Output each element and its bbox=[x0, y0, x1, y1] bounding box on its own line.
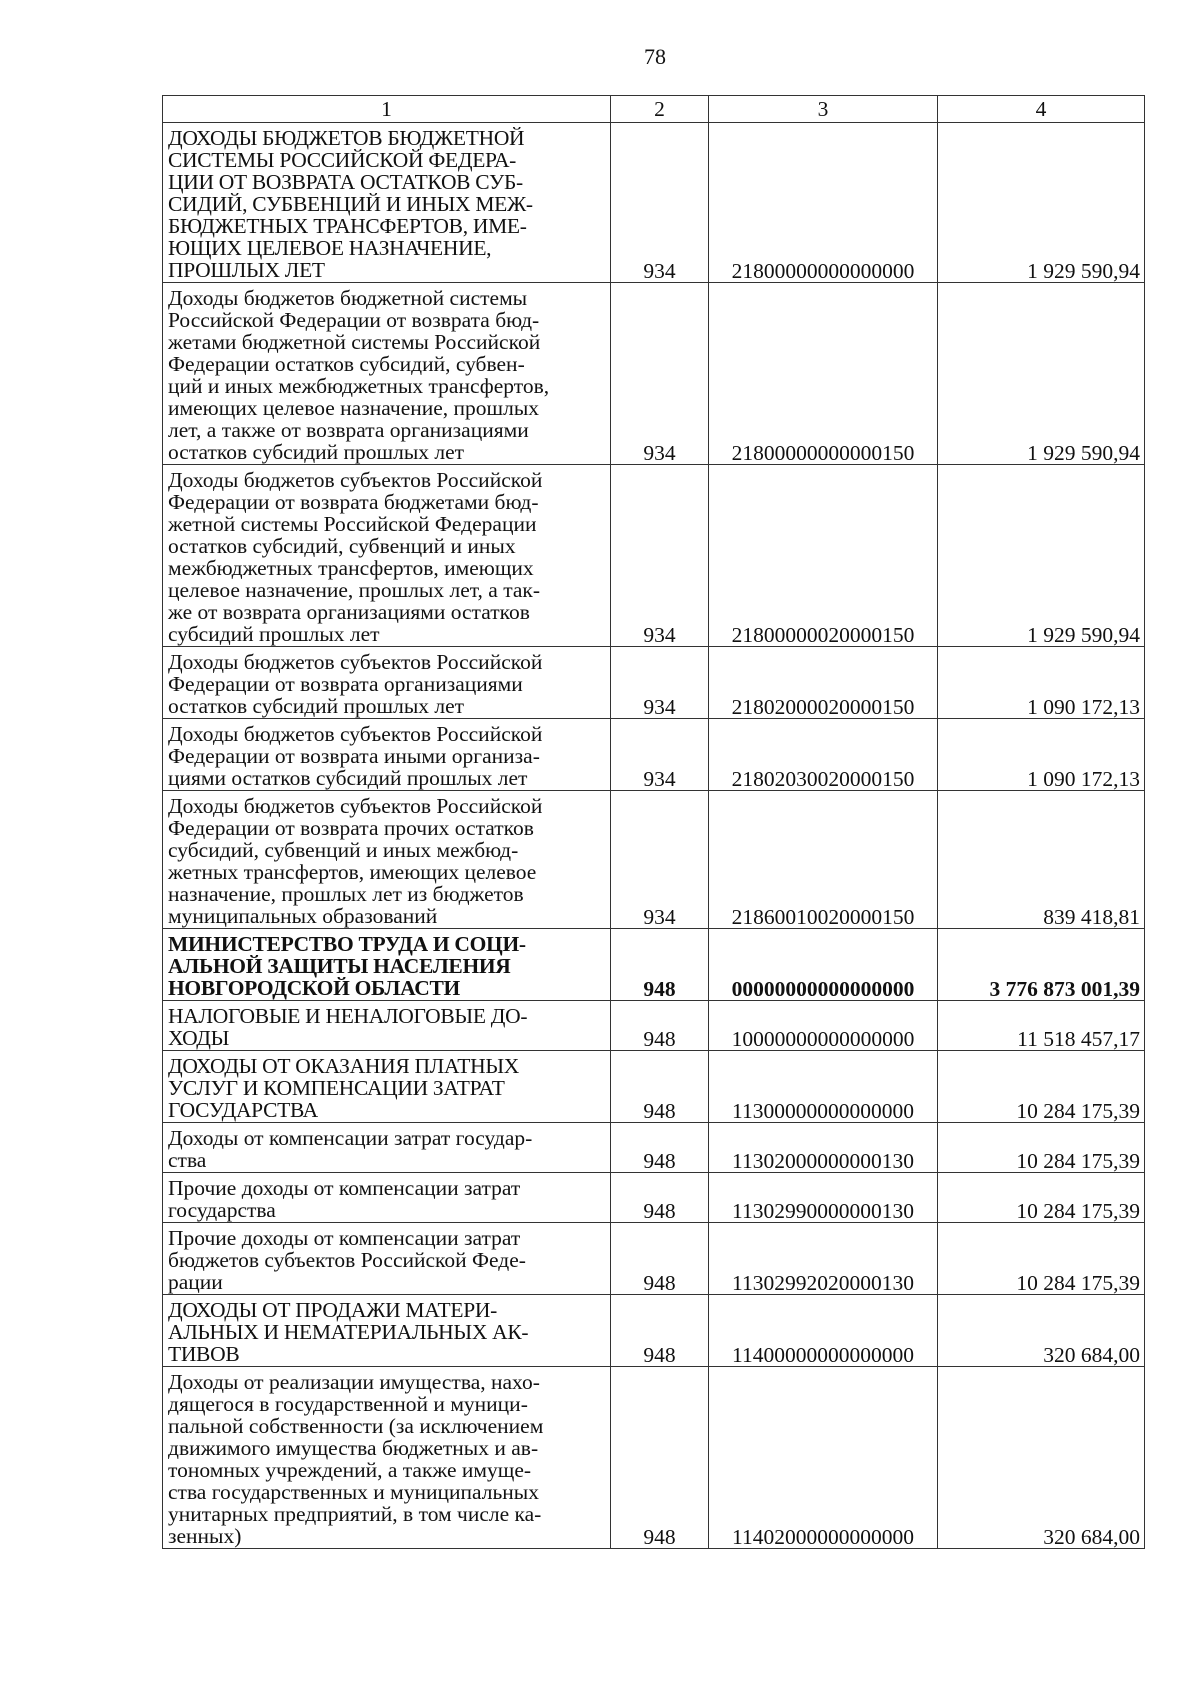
row-admin-code: 934 bbox=[611, 719, 709, 791]
row-amount: 10 284 175,39 bbox=[938, 1223, 1145, 1295]
row-amount: 320 684,00 bbox=[938, 1367, 1145, 1549]
row-classification-code: 11302992020000130 bbox=[709, 1223, 938, 1295]
row-amount: 1 090 172,13 bbox=[938, 647, 1145, 719]
row-classification-code: 21860010020000150 bbox=[709, 791, 938, 929]
row-classification-code: 00000000000000000 bbox=[709, 929, 938, 1001]
row-classification-code: 11402000000000000 bbox=[709, 1367, 938, 1549]
table-row bbox=[163, 1001, 1145, 1051]
row-classification-code: 21802000020000150 bbox=[709, 647, 938, 719]
table-header-row bbox=[163, 96, 1145, 123]
row-name: ДОХОДЫ ОТ ПРОДАЖИ МАТЕРИ- АЛЬНЫХ И НЕМАТЕРИАЛЬНЫХ АК- ТИВОВ bbox=[163, 1295, 611, 1367]
table-row bbox=[163, 123, 1145, 283]
row-name: Прочие доходы от компенсации затрат бюджетов субъектов Российской Феде- рации bbox=[163, 1223, 611, 1295]
table-row bbox=[163, 1173, 1145, 1223]
row-name: Доходы бюджетов субъектов Российской Федерации от возврата организациями остатков субсидий прошлых лет bbox=[163, 647, 611, 719]
table-row bbox=[163, 791, 1145, 929]
row-classification-code: 10000000000000000 bbox=[709, 1001, 938, 1051]
table-row bbox=[163, 465, 1145, 647]
row-classification-code: 21802030020000150 bbox=[709, 719, 938, 791]
row-name: Доходы от реализации имущества, нахо- дящегося в государственной и муници- пальной собственности (за исключением движимого имущества бюджетных и ав- тономных учреждений, а также имуще- ства государственных и муниципальных унитарных предприятий, в том числе ка- зенных) bbox=[163, 1367, 611, 1549]
row-admin-code: 948 bbox=[611, 1001, 709, 1051]
column-header-1: 1 bbox=[163, 96, 611, 123]
row-admin-code: 948 bbox=[611, 1051, 709, 1123]
row-amount: 3 776 873 001,39 bbox=[938, 929, 1145, 1001]
row-admin-code: 948 bbox=[611, 1173, 709, 1223]
row-admin-code: 948 bbox=[611, 929, 709, 1001]
row-admin-code: 934 bbox=[611, 123, 709, 283]
row-amount: 320 684,00 bbox=[938, 1295, 1145, 1367]
column-header-3: 3 bbox=[709, 96, 938, 123]
row-name: Прочие доходы от компенсации затрат государства bbox=[163, 1173, 611, 1223]
page-number: 78 bbox=[644, 44, 666, 69]
row-admin-code: 934 bbox=[611, 647, 709, 719]
row-admin-code: 934 bbox=[611, 465, 709, 647]
row-amount: 10 284 175,39 bbox=[938, 1173, 1145, 1223]
row-name: МИНИСТЕРСТВО ТРУДА И СОЦИ- АЛЬНОЙ ЗАЩИТЫ НАСЕЛЕНИЯ НОВГОРОДСКОЙ ОБЛАСТИ bbox=[163, 929, 611, 1001]
row-classification-code: 21800000000000000 bbox=[709, 123, 938, 283]
row-admin-code: 934 bbox=[611, 283, 709, 465]
row-classification-code: 11302000000000130 bbox=[709, 1123, 938, 1173]
table-row bbox=[163, 1223, 1145, 1295]
row-classification-code: 11302990000000130 bbox=[709, 1173, 938, 1223]
table-row bbox=[163, 1295, 1145, 1367]
revenue-table bbox=[162, 95, 1145, 1549]
row-name: Доходы от компенсации затрат государ- ства bbox=[163, 1123, 611, 1173]
row-name: ДОХОДЫ БЮДЖЕТОВ БЮДЖЕТНОЙ СИСТЕМЫ РОССИЙСКОЙ ФЕДЕРА- ЦИИ ОТ ВОЗВРАТА ОСТАТКОВ СУБ- СИДИЙ, СУБВЕНЦИЙ И ИНЫХ МЕЖ- БЮДЖЕТНЫХ ТРАНСФЕРТОВ, ИМЕ- ЮЩИХ ЦЕЛЕВОЕ НАЗНАЧЕНИЕ, ПРОШЛЫХ ЛЕТ bbox=[163, 123, 611, 283]
table-row bbox=[163, 647, 1145, 719]
table-row bbox=[163, 1051, 1145, 1123]
row-classification-code: 21800000000000150 bbox=[709, 283, 938, 465]
row-name: НАЛОГОВЫЕ И НЕНАЛОГОВЫЕ ДО- ХОДЫ bbox=[163, 1001, 611, 1051]
row-amount: 839 418,81 bbox=[938, 791, 1145, 929]
row-admin-code: 934 bbox=[611, 791, 709, 929]
row-amount: 1 929 590,94 bbox=[938, 283, 1145, 465]
row-amount: 1 090 172,13 bbox=[938, 719, 1145, 791]
row-classification-code: 21800000020000150 bbox=[709, 465, 938, 647]
row-name: Доходы бюджетов субъектов Российской Федерации от возврата прочих остатков субсидий, субвенций и иных межбюд- жетных трансфертов, имеющих целевое назначение, прошлых лет из бюджетов муниципальных образований bbox=[163, 791, 611, 929]
row-admin-code: 948 bbox=[611, 1223, 709, 1295]
row-name: ДОХОДЫ ОТ ОКАЗАНИЯ ПЛАТНЫХ УСЛУГ И КОМПЕНСАЦИИ ЗАТРАТ ГОСУДАРСТВА bbox=[163, 1051, 611, 1123]
table-row bbox=[163, 1123, 1145, 1173]
row-admin-code: 948 bbox=[611, 1123, 709, 1173]
row-classification-code: 11300000000000000 bbox=[709, 1051, 938, 1123]
row-amount: 11 518 457,17 bbox=[938, 1001, 1145, 1051]
row-name: Доходы бюджетов субъектов Российской Федерации от возврата иными организа- циями остатков субсидий прошлых лет bbox=[163, 719, 611, 791]
table-row-ministry bbox=[163, 929, 1145, 1001]
row-amount: 1 929 590,94 bbox=[938, 465, 1145, 647]
row-amount: 1 929 590,94 bbox=[938, 123, 1145, 283]
row-admin-code: 948 bbox=[611, 1295, 709, 1367]
row-admin-code: 948 bbox=[611, 1367, 709, 1549]
table-row bbox=[163, 719, 1145, 791]
row-name: Доходы бюджетов бюджетной системы Российской Федерации от возврата бюд- жетами бюджетной системы Российской Федерации остатков субсидий, субвен- ций и иных межбюджетных трансфертов, имеющих целевое назначение, прошлых лет, а также от возврата организациями остатков субсидий прошлых лет bbox=[163, 283, 611, 465]
row-classification-code: 11400000000000000 bbox=[709, 1295, 938, 1367]
row-amount: 10 284 175,39 bbox=[938, 1051, 1145, 1123]
row-name: Доходы бюджетов субъектов Российской Федерации от возврата бюджетами бюд- жетной системы Российской Федерации остатков субсидий, субвенций и иных межбюджетных трансфертов, имеющих целевое назначение, прошлых лет, а так- же от возврата организациями остатков субсидий прошлых лет bbox=[163, 465, 611, 647]
row-amount: 10 284 175,39 bbox=[938, 1123, 1145, 1173]
table-row bbox=[163, 1367, 1145, 1549]
column-header-4: 4 bbox=[938, 96, 1145, 123]
column-header-2: 2 bbox=[611, 96, 709, 123]
table-row bbox=[163, 283, 1145, 465]
